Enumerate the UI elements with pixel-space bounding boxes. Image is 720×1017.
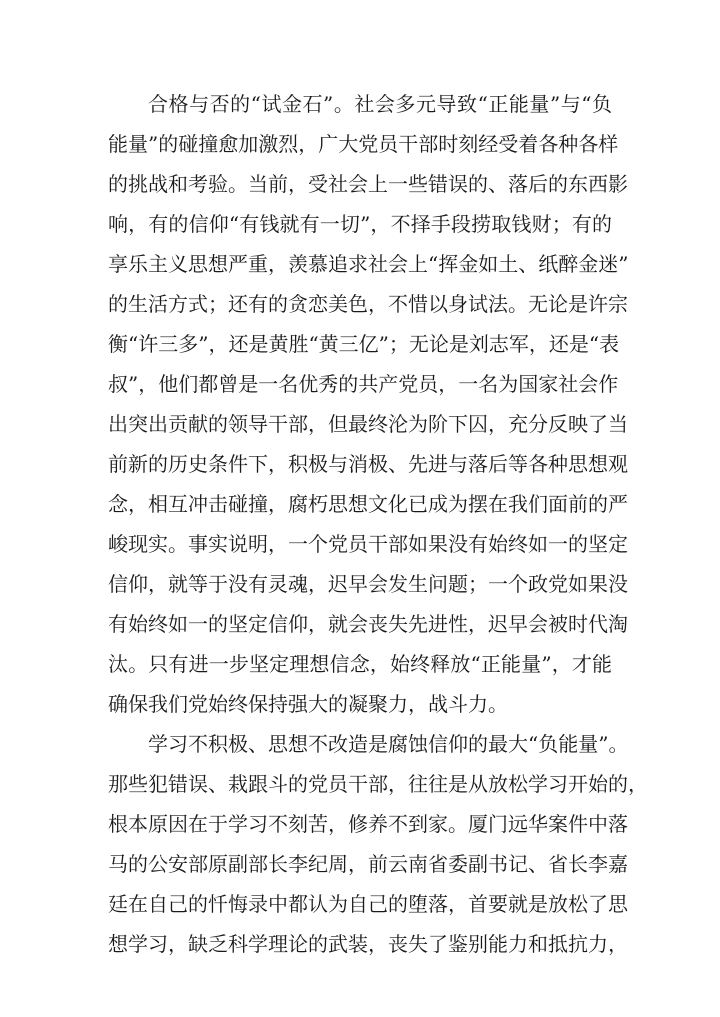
paragraph-2-line-2: 那些犯错误、栽跟斗的党员干部，往往是从放松学习开始的，: [108, 772, 648, 796]
paragraph-1-line-16: 确保我们党始终保持强大的凝聚力，战斗力。: [108, 692, 508, 716]
paragraph-2-line-4: 马的公安部原副部长李纪周，前云南省委副书记、省长李嘉: [108, 852, 628, 876]
paragraph-1-line-11: 念，相互冲击碰撞，腐朽思想文化已成为摆在我们面前的严: [108, 492, 628, 516]
paragraph-1-line-12: 峻现实。事实说明，一个党员干部如果没有始终如一的坚定: [108, 532, 628, 556]
paragraph-1-line-13: 信仰，就等于没有灵魂，迟早会发生问题；一个政党如果没: [108, 572, 628, 596]
paragraph-1-line-2: 能量”的碰撞愈加激烈，广大党员干部时刻经受着各种各样: [108, 132, 619, 156]
paragraph-1-line-9: 出突出贡献的领导干部，但最终沦为阶下囚，充分反映了当: [108, 412, 628, 436]
paragraph-1-line-6: 的生活方式；还有的贪恋美色，不惜以身试法。无论是许宗: [108, 292, 628, 316]
paragraph-1-line-3: 的挑战和考验。当前，受社会上一些错误的、落后的东西影: [108, 172, 628, 196]
paragraph-1-line-7: 衡“许三多”，还是黄胜“黄三亿”；无论是刘志军，还是“表: [108, 332, 620, 356]
paragraph-2-line-3: 根本原因在于学习不刻苦，修养不到家。厦门远华案件中落: [108, 812, 628, 836]
paragraph-1-line-10: 前新的历史条件下，积极与消极、先进与落后等各种思想观: [108, 452, 628, 476]
paragraph-1-line-14: 有始终如一的坚定信仰，就会丧失先进性，迟早会被时代淘: [108, 612, 628, 636]
paragraph-1-line-15: 汰。只有进一步坚定理想信念，始终释放“正能量”，才能: [108, 652, 612, 676]
paragraph-2-line-5: 廷在自己的忏悔录中都认为自己的堕落，首要就是放松了思: [108, 892, 628, 916]
paragraph-2-line-1: 学习不积极、思想不改造是腐蚀信仰的最大“负能量”。: [148, 732, 629, 756]
paragraph-1-line-5: 享乐主义思想严重，羡慕追求社会上“挥金如土、纸醉金迷”: [108, 252, 629, 276]
paragraph-1-line-4: 响，有的信仰“有钱就有一切”，不择手段捞取钱财；有的: [108, 212, 612, 236]
paragraph-1-line-8: 叔”，他们都曾是一名优秀的共产党员，一名为国家社会作: [108, 372, 619, 396]
paragraph-2-line-6: 想学习，缺乏科学理论的武装，丧失了鉴别能力和抵抗力，: [108, 932, 628, 956]
paragraph-1-line-1: 合格与否的“试金石”。社会多元导致“正能量”与“负: [148, 92, 612, 116]
